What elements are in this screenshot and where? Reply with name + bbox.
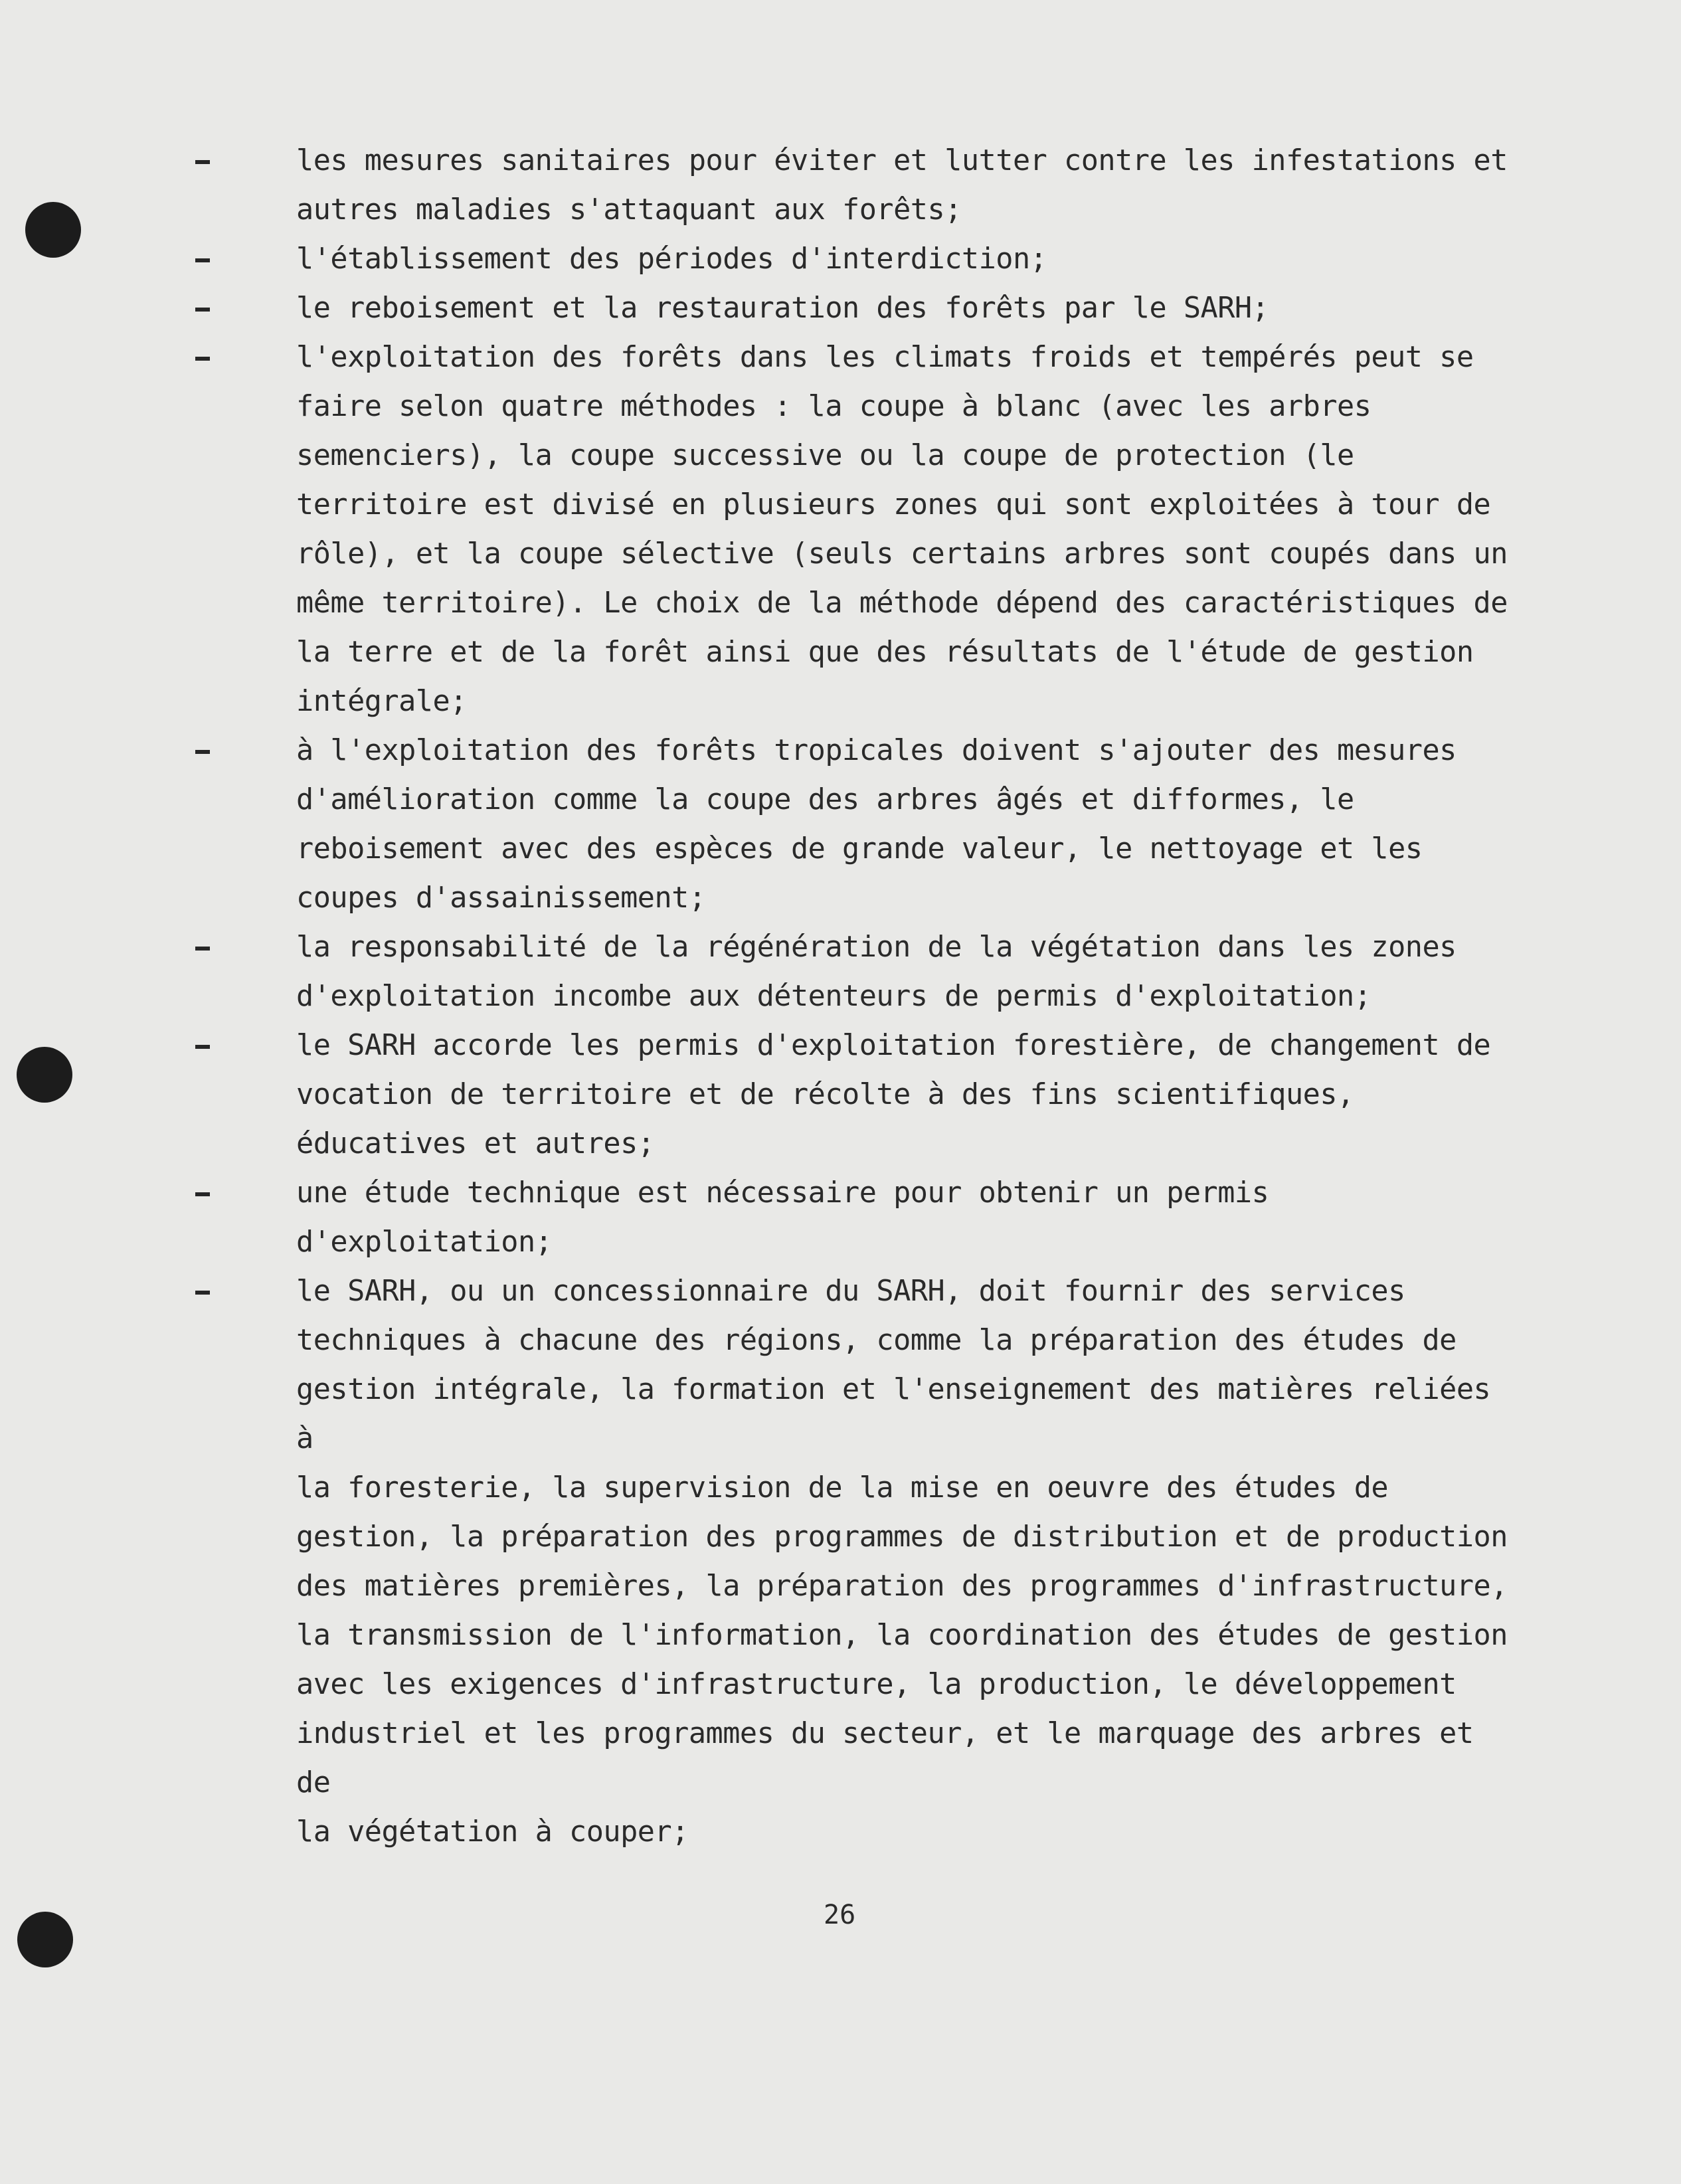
binder-hole-top bbox=[25, 202, 81, 258]
binder-hole-middle bbox=[17, 1047, 72, 1103]
list-item-text: l'exploitation des forêts dans les climats froids et tempérés peut se faire selon quatre méthodes : la coupe à blanc (avec les arbres semenciers), la coupe successive ou la coupe de protection (le territoire est divisé en plusieurs zones qui sont exploitées à tour de rôle), et la coupe sélective (seuls certains arbres sont coupés dans un même territoire). Le choix de la méthode dépend des caractéristiques de la terre et de la forêt ainsi que des résultats de l'étude de gestion intégrale; bbox=[296, 341, 1508, 718]
list-item-text: à l'exploitation des forêts tropicales doivent s'ajouter des mesures d'amélioration comme la coupe des arbres âgés et difformes, le reboisement avec des espèces de grande valeur, le nettoyage et les coupes d'assainissement; bbox=[296, 734, 1457, 915]
binder-hole-bottom bbox=[17, 1912, 73, 1967]
dash-bullet-icon bbox=[195, 258, 210, 262]
list-item-text: la responsabilité de la régénération de la végétation dans les zones d'exploitation incombe aux détenteurs de permis d'exploitation; bbox=[296, 931, 1457, 1013]
dash-bullet-icon bbox=[195, 308, 210, 312]
dash-bullet-icon bbox=[195, 1192, 210, 1196]
page-number: 26 bbox=[824, 1900, 856, 1930]
dash-bullet-icon bbox=[195, 947, 210, 951]
list-item-text: les mesures sanitaires pour éviter et lutter contre les infestations et autres maladies s'attaquant aux forêts; bbox=[296, 144, 1508, 227]
dash-bullet-icon bbox=[195, 160, 210, 164]
list-item-text: une étude technique est nécessaire pour obtenir un permis d'exploitation; bbox=[296, 1176, 1269, 1259]
dash-bullet-icon bbox=[195, 1045, 210, 1049]
list-item-text: le reboisement et la restauration des forêts par le SARH; bbox=[296, 292, 1269, 325]
list-item-text: le SARH accorde les permis d'exploitation forestière, de changement de vocation de territoire et de récolte à des fins scientifiques, éducatives et autres; bbox=[296, 1029, 1491, 1160]
dash-bullet-icon bbox=[195, 1291, 210, 1295]
list-item-text: l'établissement des périodes d'interdiction; bbox=[296, 242, 1047, 276]
dash-bullet-icon bbox=[195, 357, 210, 361]
dash-bullet-icon bbox=[195, 750, 210, 754]
list-item-text: le SARH, ou un concessionnaire du SARH, doit fournir des services techniques à chacune des régions, comme la préparation des études de gestion intégrale, la formation et l'enseignement des matières reliées à la foresterie, la supervision de la mise en oeuvre des études de gestion, la préparation des programmes de distribution et de production des matières premières, la préparation des programmes d'infrastructure, la transmission de l'information, la coordination des études de gestion avec les exigences d'infrastructure, la production, le développement industriel et les programmes du secteur, et le marquage des arbres et de la végétation à couper; bbox=[296, 1275, 1508, 1849]
